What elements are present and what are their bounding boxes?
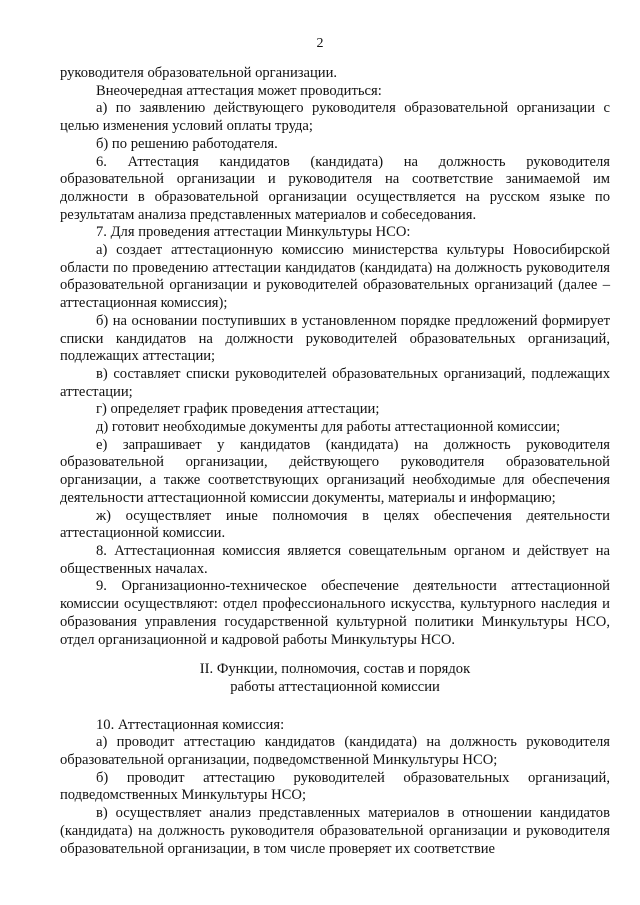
- paragraph-continuation: руководителя образовательной организации.: [60, 65, 338, 81]
- paragraph-7-g: г) определяет график проведения аттестации;: [96, 401, 380, 418]
- paragraph-7-d: д) готовит необходимые документы для работы аттестационной комиссии;: [96, 419, 561, 436]
- paragraph-7-zh: ж) осуществляет иные полномочия в целях обеспечения деятельности аттестационной комиссии.: [60, 507, 610, 542]
- section-heading: [60, 661, 610, 696]
- paragraph-item-b: б) по решению работодателя.: [96, 135, 278, 152]
- paragraph-7-b: б) на основании поступивших в установленном порядке предложений формирует списки кандидатов на должности руководителей образовательных организаций, подлежащих аттестации;: [60, 312, 610, 365]
- paragraph-7-e: е) запрашивает у кандидатов (кандидата) на должность руководителя образовательной организации, действующего руководителя образовательной организации, а также соответствующих организаций необходимые для обеспечения деятельности аттестационной комиссии документы, материалы и информацию;: [60, 436, 610, 506]
- paragraph-9: 9. Организационно-техническое обеспечение деятельности аттестационной комиссии осуществляют: отдел профессионального искусства, культурного наследия и образования управления государственной культурной политики Минкультуры НСО, отдел организационной и кадровой работы Минкультуры НСО.: [60, 578, 610, 648]
- section-heading-line-1: II. Функции, полномочия, состав и порядок: [199, 661, 471, 678]
- paragraph-7-a: а) создает аттестационную комиссию министерства культуры Новосибирской области по проведению аттестации кандидатов (кандидата) на должность руководителя образовательной организации и руководителей образовательных организаций (далее – аттестационная комиссия);: [60, 242, 610, 312]
- paragraph-extraordinary-attestation: Внеочередная аттестация может проводиться:: [96, 82, 382, 99]
- paragraph-8: 8. Аттестационная комиссия является совещательным органом и действует на общественных началах.: [60, 542, 610, 577]
- paragraph-6: 6. Аттестация кандидатов (кандидата) на должность руководителя образовательной организации и руководителя на соответствие занимаемой им должности в образовательной организации осуществляется на русском языке по результатам анализа представленных материалов и собеседования.: [60, 153, 610, 223]
- paragraph-10: 10. Аттестационная комиссия:: [96, 716, 285, 733]
- paragraph-item-a: а) по заявлению действующего руководителя образовательной организации с целью изменения условий оплаты труда;: [60, 100, 610, 135]
- paragraph-10-v: в) осуществляет анализ представленных материалов в отношении кандидатов (кандидата) на должность руководителя образовательной организации и руководителя образовательной организации, в том числе проверяет их соответствие: [60, 805, 610, 857]
- paragraph-7: 7. Для проведения аттестации Минкультуры НСО:: [96, 224, 411, 241]
- paragraph-10-b: б) проводит аттестацию руководителей образовательных организаций, подведомственных Минкультуры НСО;: [60, 769, 610, 804]
- paragraph-7-v: в) составляет списки руководителей образовательных организаций, подлежащих аттестации;: [60, 365, 610, 400]
- document-body: [60, 65, 610, 858]
- page-number: 2: [316, 36, 324, 51]
- section-heading-line-2: работы аттестационной комиссии: [230, 678, 440, 695]
- paragraph-10-a: а) проводит аттестацию кандидатов (кандидата) на должность руководителя образовательной организации, подведомственной Минкультуры НСО;: [60, 734, 610, 769]
